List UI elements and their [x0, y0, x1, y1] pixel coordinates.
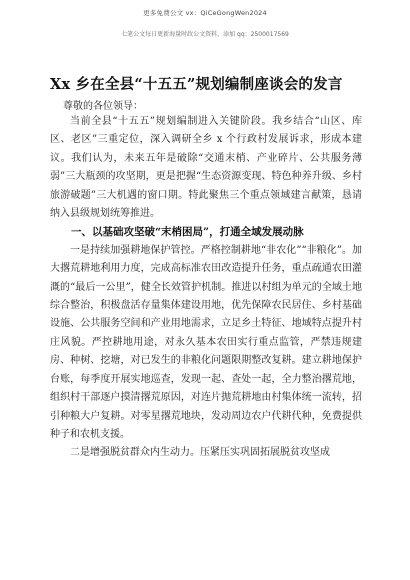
- paragraph-intro: 当前全县“十五五”规划编制进入关键阶段。我乡结合“山区、库区、老区”三重定位，深入调研全乡 x 个行政村发展诉求，形成本建议。我们认为，未来五年是破除“交通末梢、产业碎片、公共服务薄弱”三大瓶颈的攻坚期，更是把握“生态资源变现、特色种养升级、乡村旅游破题”三大机遇的窗口期。特此聚焦三个重点领域建言献策，恳请纳入县级规划统筹推进。: [50, 116, 362, 220]
- source-watermark-header: 更多免费公文 vx：QiCeGongWen2024: [143, 9, 267, 17]
- salutation: 尊敬的各位领导：: [63, 101, 143, 112]
- section-heading-1: 一、以基础攻坚破“末梢困局”，打通全域发展动脉: [71, 226, 304, 239]
- document-body: [50, 113, 362, 463]
- document-title: Xx 乡在全县“十五五”规划编制座谈会的发言: [50, 76, 343, 93]
- paragraph-farmland: 一是持续加强耕地保护管控。严格控制耕地“非农化”“非粮化”。加大撂荒耕地利用力度，完成高标准农田改造提升任务，重点疏通农田灌溉的“最后一公里”，健全长效管护机制。推进以村组为单元的全域土地综合整治，积极盘活存量集体建设用地，优先保障农民居住、乡村基础设施、公共服务空间和产业用地需求，立足乡土特征、地域特点提升村庄风貌。严控耕地用途，对永久基本农田实行重点监管，严禁违规建房、种树、挖塘，对已发生的非粮化问题限期整改复耕。建立耕地保护台账，每季度开展实地巡查，发现一起、查处一起，全力整治撂荒地，组织村干部逐户摸清撂荒原因，对连片抛荒耕地由村集体统一流转，招引种粮大户复耕。对零星撂荒地块，发动周边农户代耕代种，免费提供种子和农机支援。: [50, 244, 362, 440]
- paragraph-poverty: 二是增强脱贫群众内生动力。压紧压实巩固拓展脱贫攻坚成: [70, 447, 330, 459]
- source-watermark-subheader: 七笔公文每日更新海量时政公文资料，添加 qq：2500017569: [121, 31, 289, 38]
